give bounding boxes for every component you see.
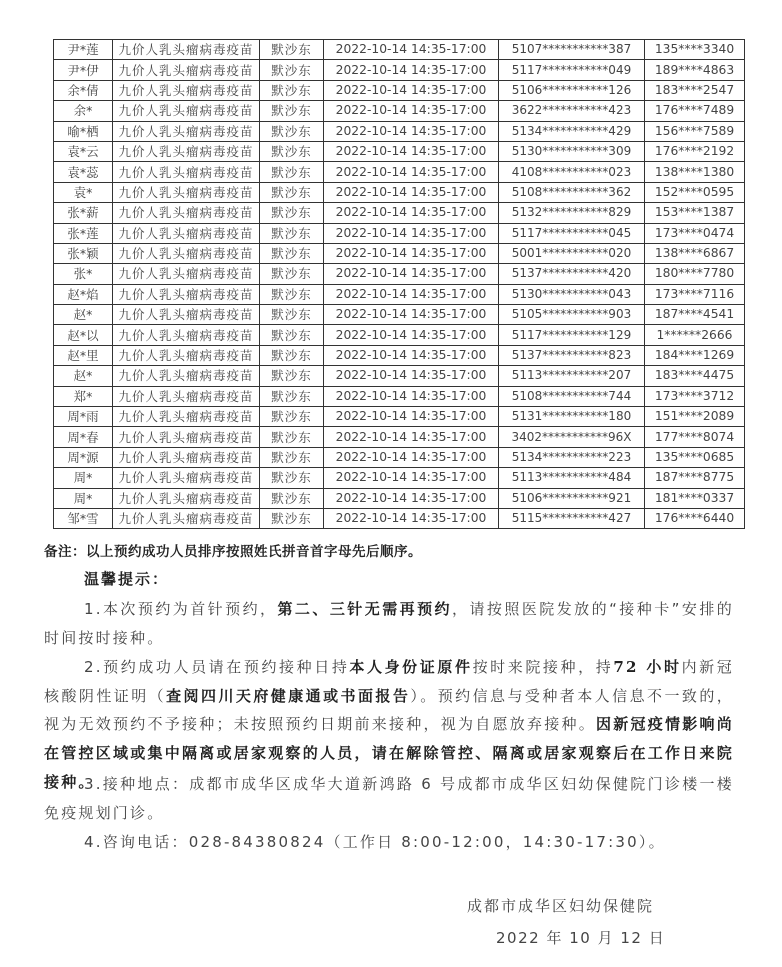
- table-row: [54, 325, 745, 345]
- appointment-time-cell: 2022-10-14 14:35-17:00: [324, 60, 499, 80]
- appointment-time-cell: 2022-10-14 14:35-17:00: [324, 223, 499, 243]
- table-row: [54, 305, 745, 325]
- id-number-cell: 5130***********309: [499, 141, 645, 161]
- id-number-cell: 5130***********043: [499, 284, 645, 304]
- appointment-time-cell: 2022-10-14 14:35-17:00: [324, 121, 499, 141]
- vaccine-cell: 九价人乳头瘤病毒疫苗: [113, 40, 260, 60]
- person-name-cell: 袁*蕊: [54, 162, 113, 182]
- phone-cell: 187****8775: [645, 468, 745, 488]
- vaccine-cell: 九价人乳头瘤病毒疫苗: [113, 325, 260, 345]
- id-number-cell: 5113***********484: [499, 468, 645, 488]
- person-name-cell: 喻*栖: [54, 121, 113, 141]
- table-row: [54, 366, 745, 386]
- id-number-cell: 5106***********921: [499, 488, 645, 508]
- phone-cell: 173****3712: [645, 386, 745, 406]
- manufacturer-cell: 默沙东: [260, 325, 324, 345]
- id-number-cell: 5134***********429: [499, 121, 645, 141]
- appointment-time-cell: 2022-10-14 14:35-17:00: [324, 305, 499, 325]
- manufacturer-cell: 默沙东: [260, 427, 324, 447]
- vaccine-cell: 九价人乳头瘤病毒疫苗: [113, 468, 260, 488]
- tip-2-text: ）。预约信息与受种者本人信息不一致的，视为无效预约不予接种；未按照预约日期前来接种，视为自愿放弃接种。: [44, 686, 734, 734]
- vaccine-cell: 九价人乳头瘤病毒疫苗: [113, 121, 260, 141]
- phone-cell: 173****7116: [645, 284, 745, 304]
- id-number-cell: 5137***********420: [499, 264, 645, 284]
- id-number-cell: 5108***********362: [499, 182, 645, 202]
- tip-2-quarantine-emphasis: 因新冠疫情影响尚在管控区域或集中隔离或居家观察的人员，请在解除管控、隔离或居家观察后在工作日来院接种。: [44, 715, 734, 791]
- table-row: [54, 508, 745, 528]
- manufacturer-cell: 默沙东: [260, 141, 324, 161]
- person-name-cell: 周*春: [54, 427, 113, 447]
- manufacturer-cell: 默沙东: [260, 182, 324, 202]
- appointment-time-cell: 2022-10-14 14:35-17:00: [324, 80, 499, 100]
- person-name-cell: 张*莲: [54, 223, 113, 243]
- appointment-time-cell: 2022-10-14 14:35-17:00: [324, 162, 499, 182]
- id-number-cell: 5108***********744: [499, 386, 645, 406]
- person-name-cell: 周*: [54, 468, 113, 488]
- vaccine-cell: 九价人乳头瘤病毒疫苗: [113, 101, 260, 121]
- vaccine-cell: 九价人乳头瘤病毒疫苗: [113, 284, 260, 304]
- person-name-cell: 袁*云: [54, 141, 113, 161]
- appointment-time-cell: 2022-10-14 14:35-17:00: [324, 325, 499, 345]
- id-number-cell: 5117***********045: [499, 223, 645, 243]
- appointment-time-cell: 2022-10-14 14:35-17:00: [324, 468, 499, 488]
- sorting-note: 备注：以上预约成功人员排序按照姓氏拼音首字母先后顺序。: [44, 544, 422, 560]
- vaccine-cell: 九价人乳头瘤病毒疫苗: [113, 141, 260, 161]
- manufacturer-cell: 默沙东: [260, 162, 324, 182]
- tip-2-text: 按时来院接种，持: [472, 658, 614, 676]
- tip-2-text: 内新冠核酸阴性证明（: [44, 658, 734, 705]
- manufacturer-cell: 默沙东: [260, 243, 324, 263]
- table-row: [54, 80, 745, 100]
- vaccine-cell: 九价人乳头瘤病毒疫苗: [113, 508, 260, 528]
- appointment-time-cell: 2022-10-14 14:35-17:00: [324, 345, 499, 365]
- table-row: [54, 223, 745, 243]
- appointment-time-cell: 2022-10-14 14:35-17:00: [324, 182, 499, 202]
- manufacturer-cell: 默沙东: [260, 345, 324, 365]
- manufacturer-cell: 默沙东: [260, 468, 324, 488]
- vaccine-cell: 九价人乳头瘤病毒疫苗: [113, 366, 260, 386]
- appointment-time-cell: 2022-10-14 14:35-17:00: [324, 447, 499, 467]
- person-name-cell: 周*: [54, 488, 113, 508]
- manufacturer-cell: 默沙东: [260, 60, 324, 80]
- manufacturer-cell: 默沙东: [260, 284, 324, 304]
- tip-2-hours-emphasis: 72 小时: [613, 658, 682, 676]
- manufacturer-cell: 默沙东: [260, 101, 324, 121]
- vaccine-cell: 九价人乳头瘤病毒疫苗: [113, 386, 260, 406]
- vaccine-cell: 九价人乳头瘤病毒疫苗: [113, 223, 260, 243]
- table-row: [54, 243, 745, 263]
- appointment-table-body: [54, 40, 745, 529]
- manufacturer-cell: 默沙东: [260, 264, 324, 284]
- phone-cell: 187****4541: [645, 305, 745, 325]
- vaccine-cell: 九价人乳头瘤病毒疫苗: [113, 447, 260, 467]
- person-name-cell: 张*颖: [54, 243, 113, 263]
- table-row: [54, 488, 745, 508]
- table-row: [54, 182, 745, 202]
- table-row: [54, 407, 745, 427]
- person-name-cell: 尹*莲: [54, 40, 113, 60]
- person-name-cell: 郑*: [54, 386, 113, 406]
- tip-2-report-emphasis: 查阅四川天府健康通或书面报告: [166, 686, 411, 705]
- manufacturer-cell: 默沙东: [260, 223, 324, 243]
- phone-cell: 183****4475: [645, 366, 745, 386]
- appointment-time-cell: 2022-10-14 14:35-17:00: [324, 366, 499, 386]
- signature-organization: 成都市成华区妇幼保健院: [467, 897, 655, 915]
- table-row: [54, 121, 745, 141]
- appointment-time-cell: 2022-10-14 14:35-17:00: [324, 284, 499, 304]
- table-row: [54, 141, 745, 161]
- tip-2-text: 2.预约成功人员请在预约接种日持: [84, 658, 350, 676]
- person-name-cell: 赵*里: [54, 345, 113, 365]
- person-name-cell: 赵*以: [54, 325, 113, 345]
- phone-cell: 135****0685: [645, 447, 745, 467]
- table-row: [54, 386, 745, 406]
- id-number-cell: 5106***********126: [499, 80, 645, 100]
- appointment-time-cell: 2022-10-14 14:35-17:00: [324, 386, 499, 406]
- phone-cell: 138****1380: [645, 162, 745, 182]
- manufacturer-cell: 默沙东: [260, 447, 324, 467]
- vaccine-cell: 九价人乳头瘤病毒疫苗: [113, 162, 260, 182]
- appointment-time-cell: 2022-10-14 14:35-17:00: [324, 407, 499, 427]
- vaccine-cell: 九价人乳头瘤病毒疫苗: [113, 407, 260, 427]
- appointment-time-cell: 2022-10-14 14:35-17:00: [324, 101, 499, 121]
- phone-cell: 1******2666: [645, 325, 745, 345]
- person-name-cell: 张*: [54, 264, 113, 284]
- appointment-time-cell: 2022-10-14 14:35-17:00: [324, 243, 499, 263]
- id-number-cell: 5105***********903: [499, 305, 645, 325]
- manufacturer-cell: 默沙东: [260, 305, 324, 325]
- tip-4-phone: 4.咨询电话：028-84380824（工作日 8:00-12:00，14:30-17:30）。: [84, 833, 666, 851]
- id-number-cell: 3622***********423: [499, 101, 645, 121]
- tip-2-id-card-emphasis: 本人身份证原件: [349, 658, 473, 676]
- manufacturer-cell: 默沙东: [260, 40, 324, 60]
- vaccine-cell: 九价人乳头瘤病毒疫苗: [113, 427, 260, 447]
- phone-cell: 183****2547: [645, 80, 745, 100]
- manufacturer-cell: 默沙东: [260, 508, 324, 528]
- phone-cell: 151****2089: [645, 407, 745, 427]
- person-name-cell: 余*倩: [54, 80, 113, 100]
- id-number-cell: 5137***********823: [499, 345, 645, 365]
- appointment-time-cell: 2022-10-14 14:35-17:00: [324, 40, 499, 60]
- vaccine-cell: 九价人乳头瘤病毒疫苗: [113, 182, 260, 202]
- phone-cell: 138****6867: [645, 243, 745, 263]
- person-name-cell: 周*源: [54, 447, 113, 467]
- appointment-time-cell: 2022-10-14 14:35-17:00: [324, 508, 499, 528]
- appointment-time-cell: 2022-10-14 14:35-17:00: [324, 203, 499, 223]
- manufacturer-cell: 默沙东: [260, 407, 324, 427]
- appointment-time-cell: 2022-10-14 14:35-17:00: [324, 427, 499, 447]
- phone-cell: 156****7589: [645, 121, 745, 141]
- vaccine-cell: 九价人乳头瘤病毒疫苗: [113, 488, 260, 508]
- table-row: [54, 162, 745, 182]
- manufacturer-cell: 默沙东: [260, 386, 324, 406]
- appointment-time-cell: 2022-10-14 14:35-17:00: [324, 488, 499, 508]
- person-name-cell: 尹*伊: [54, 60, 113, 80]
- manufacturer-cell: 默沙东: [260, 488, 324, 508]
- table-row: [54, 40, 745, 60]
- table-row: [54, 264, 745, 284]
- manufacturer-cell: 默沙东: [260, 121, 324, 141]
- vaccine-cell: 九价人乳头瘤病毒疫苗: [113, 264, 260, 284]
- id-number-cell: 5107***********387: [499, 40, 645, 60]
- person-name-cell: 邹*雪: [54, 508, 113, 528]
- phone-cell: 184****1269: [645, 345, 745, 365]
- person-name-cell: 袁*: [54, 182, 113, 202]
- phone-cell: 181****0337: [645, 488, 745, 508]
- signature-date: 2022 年 10 月 12 日: [496, 929, 666, 947]
- tips-title: 温馨提示：: [84, 570, 170, 588]
- id-number-cell: 5115***********427: [499, 508, 645, 528]
- phone-cell: 152****0595: [645, 182, 745, 202]
- id-number-cell: 5131***********180: [499, 407, 645, 427]
- phone-cell: 135****3340: [645, 40, 745, 60]
- phone-cell: 176****7489: [645, 101, 745, 121]
- phone-cell: 189****4863: [645, 60, 745, 80]
- person-name-cell: 赵*: [54, 366, 113, 386]
- table-row: [54, 468, 745, 488]
- id-number-cell: 5132***********829: [499, 203, 645, 223]
- table-row: [54, 101, 745, 121]
- vaccine-cell: 九价人乳头瘤病毒疫苗: [113, 203, 260, 223]
- phone-cell: 176****2192: [645, 141, 745, 161]
- manufacturer-cell: 默沙东: [260, 203, 324, 223]
- id-number-cell: 3402***********96X: [499, 427, 645, 447]
- vaccine-cell: 九价人乳头瘤病毒疫苗: [113, 80, 260, 100]
- tip-1-text: 1.本次预约为首针预约，: [84, 600, 278, 618]
- id-number-cell: 5117***********129: [499, 325, 645, 345]
- tip-1-text-end: ，请按照医院发放的“接种卡”安排的时间按时接种。: [44, 600, 734, 647]
- appointment-time-cell: 2022-10-14 14:35-17:00: [324, 141, 499, 161]
- person-name-cell: 周*雨: [54, 407, 113, 427]
- table-row: [54, 284, 745, 304]
- appointment-table: [53, 39, 745, 529]
- person-name-cell: 赵*: [54, 305, 113, 325]
- id-number-cell: 5117***********049: [499, 60, 645, 80]
- manufacturer-cell: 默沙东: [260, 366, 324, 386]
- person-name-cell: 张*薪: [54, 203, 113, 223]
- vaccine-cell: 九价人乳头瘤病毒疫苗: [113, 305, 260, 325]
- id-number-cell: 5134***********223: [499, 447, 645, 467]
- table-row: [54, 60, 745, 80]
- phone-cell: 176****6440: [645, 508, 745, 528]
- id-number-cell: 5001***********020: [499, 243, 645, 263]
- tip-1-emphasis: 第二、三针无需再预约: [277, 600, 453, 618]
- table-row: [54, 203, 745, 223]
- phone-cell: 177****8074: [645, 427, 745, 447]
- appointment-time-cell: 2022-10-14 14:35-17:00: [324, 264, 499, 284]
- id-number-cell: 4108***********023: [499, 162, 645, 182]
- tip-1: [44, 595, 734, 652]
- phone-cell: 173****0474: [645, 223, 745, 243]
- id-number-cell: 5113***********207: [499, 366, 645, 386]
- person-name-cell: 余*: [54, 101, 113, 121]
- phone-cell: 153****1387: [645, 203, 745, 223]
- phone-cell: 180****7780: [645, 264, 745, 284]
- table-row: [54, 427, 745, 447]
- person-name-cell: 赵*焰: [54, 284, 113, 304]
- tip-3-location: 3.接种地点：成都市成华区成华大道新鸿路 6 号成都市成华区妇幼保健院门诊楼一楼免疫规划门诊。: [44, 775, 734, 822]
- table-row: [54, 345, 745, 365]
- table-row: [54, 447, 745, 467]
- vaccine-cell: 九价人乳头瘤病毒疫苗: [113, 243, 260, 263]
- manufacturer-cell: 默沙东: [260, 80, 324, 100]
- vaccine-cell: 九价人乳头瘤病毒疫苗: [113, 60, 260, 80]
- vaccine-cell: 九价人乳头瘤病毒疫苗: [113, 345, 260, 365]
